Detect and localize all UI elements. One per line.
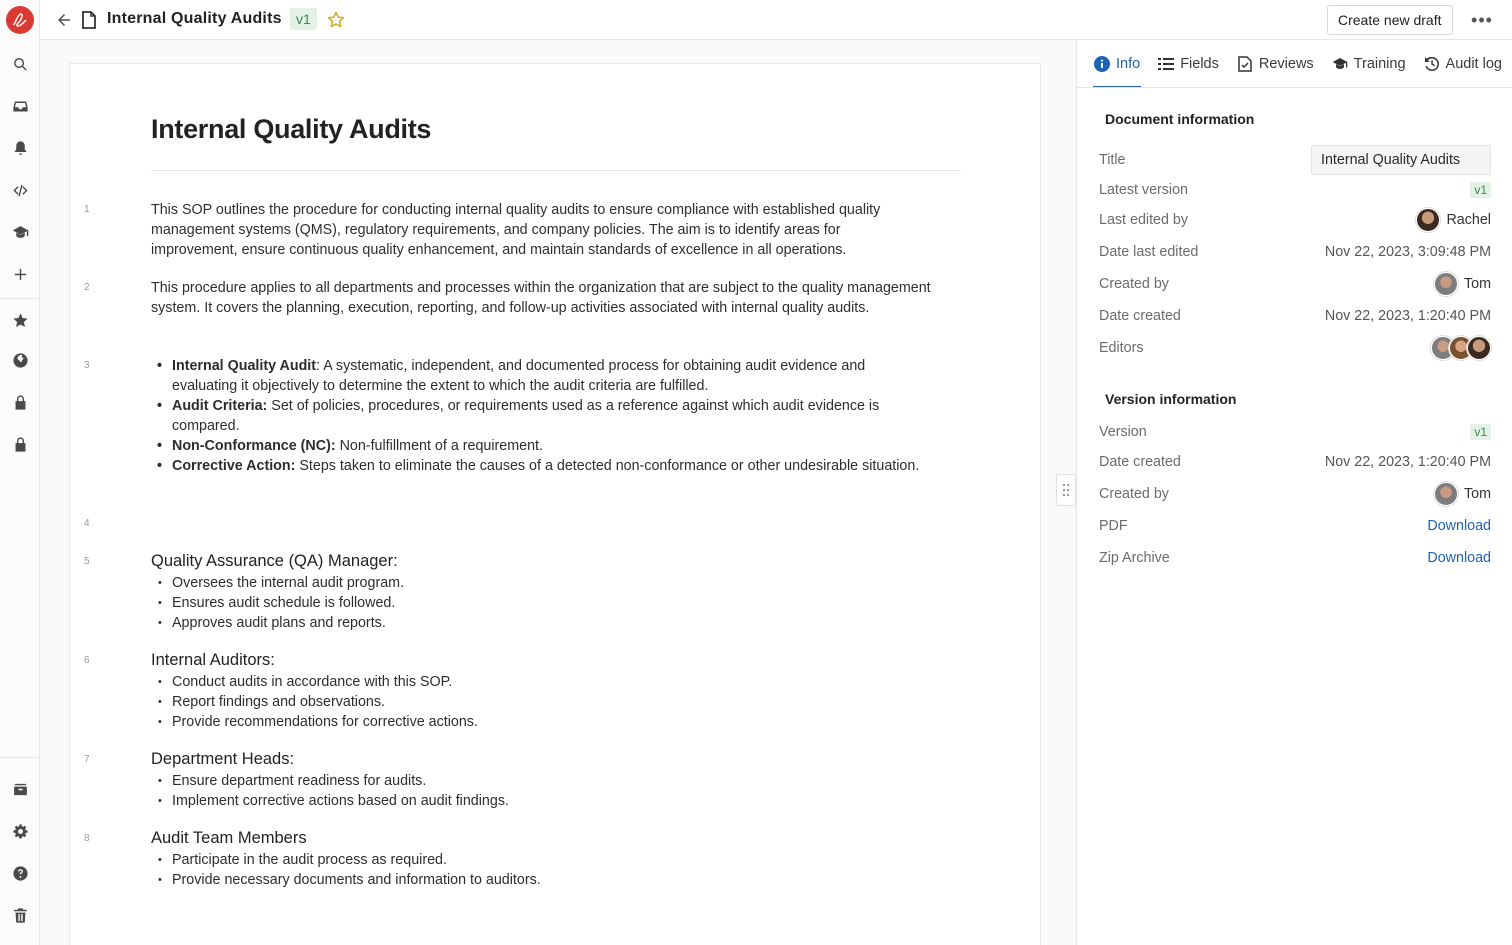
version-badge: v1 bbox=[290, 8, 317, 30]
trash-icon[interactable] bbox=[8, 903, 32, 927]
divider bbox=[151, 170, 961, 171]
user-name[interactable]: Tom bbox=[1463, 486, 1491, 502]
panel-tabs bbox=[1093, 40, 1503, 88]
details-panel bbox=[1076, 40, 1512, 945]
graduation-cap-icon bbox=[1332, 56, 1348, 72]
gear-icon[interactable] bbox=[8, 819, 32, 843]
role-heading: Internal Auditors: bbox=[151, 651, 275, 669]
lock-icon[interactable] bbox=[8, 390, 32, 414]
line-number: 4 bbox=[84, 518, 90, 529]
avatar bbox=[1467, 336, 1491, 360]
list-item[interactable]: • Corrective Action: Steps taken to eliminate the causes of a detected non-conformance or other undesirable situation. bbox=[151, 456, 931, 476]
last-edited-by-row: Last edited by Rachel bbox=[1099, 208, 1491, 232]
doc-check-icon bbox=[1237, 56, 1253, 72]
line-number: 6 bbox=[84, 655, 90, 666]
avatar bbox=[1434, 482, 1458, 506]
inbox-icon[interactable] bbox=[8, 94, 32, 118]
help-icon[interactable] bbox=[8, 861, 32, 885]
version-information-heading: Version information bbox=[1105, 391, 1237, 407]
list-item[interactable]: • Audit Criteria: Set of policies, procedures, or requirements used as a reference against which audit evidence is compared. bbox=[151, 396, 931, 436]
line-number: 3 bbox=[84, 360, 90, 371]
document-area bbox=[40, 40, 1076, 945]
list-item[interactable]: • Ensures audit schedule is followed. bbox=[151, 593, 404, 613]
document-title: Internal Quality Audits bbox=[107, 10, 282, 27]
version-badge: v1 bbox=[1470, 424, 1491, 440]
version-created-by-row: Created by Tom bbox=[1099, 482, 1491, 506]
info-icon bbox=[1094, 56, 1110, 72]
left-rail bbox=[0, 0, 40, 945]
editors-avatars[interactable] bbox=[1437, 336, 1491, 360]
document-icon bbox=[82, 10, 96, 30]
tab-info[interactable]: Info bbox=[1093, 40, 1141, 88]
code-icon[interactable] bbox=[8, 178, 32, 202]
search-icon[interactable] bbox=[8, 52, 32, 76]
list-item[interactable]: • Approves audit plans and reports. bbox=[151, 613, 404, 633]
create-new-draft-button[interactable]: Create new draft bbox=[1327, 5, 1453, 35]
list-item[interactable]: • Ensure department readiness for audits. bbox=[151, 771, 509, 791]
tab-fields[interactable]: Fields bbox=[1157, 40, 1220, 88]
divider bbox=[1077, 87, 1512, 88]
line-number: 7 bbox=[84, 754, 90, 765]
tab-audit-log[interactable]: Audit log bbox=[1423, 40, 1503, 88]
line-number: 5 bbox=[84, 556, 90, 567]
tab-training[interactable]: Training bbox=[1331, 40, 1407, 88]
user-name[interactable]: Tom bbox=[1463, 276, 1491, 292]
app-logo-icon[interactable] bbox=[6, 6, 34, 34]
archive-icon[interactable] bbox=[8, 777, 32, 801]
version-row: Version v1 bbox=[1099, 420, 1491, 444]
scope-paragraph[interactable]: This procedure applies to all departments and processes within the organization that are subject to the quality management system. It covers the planning, execution, reporting, and follow-up activities associated with internal quality audits. bbox=[151, 280, 931, 316]
role-list bbox=[151, 850, 541, 890]
favorite-star-icon[interactable] bbox=[326, 10, 346, 30]
title-field[interactable]: Internal Quality Audits bbox=[1311, 145, 1491, 175]
date-last-edited-row: Date last edited Nov 22, 2023, 3:09:48 PM bbox=[1099, 244, 1491, 260]
role-list bbox=[151, 672, 478, 732]
line-number: 8 bbox=[84, 833, 90, 844]
graduation-cap-icon[interactable] bbox=[8, 220, 32, 244]
plus-icon[interactable] bbox=[8, 262, 32, 286]
panel-resize-handle[interactable] bbox=[1056, 474, 1076, 506]
title-label: Title bbox=[1099, 152, 1126, 168]
more-options-icon[interactable]: ••• bbox=[1471, 9, 1493, 30]
lock-icon[interactable] bbox=[8, 432, 32, 456]
role-list bbox=[151, 771, 509, 811]
line-number: 1 bbox=[84, 204, 90, 215]
document-information-heading: Document information bbox=[1105, 111, 1255, 127]
star-icon[interactable] bbox=[8, 308, 32, 332]
line-number: 2 bbox=[84, 282, 90, 293]
role-list bbox=[151, 573, 404, 633]
list-item[interactable]: • Provide necessary documents and information to auditors. bbox=[151, 870, 541, 890]
bell-icon[interactable] bbox=[8, 136, 32, 160]
list-item[interactable]: • Conduct audits in accordance with this SOP. bbox=[151, 672, 478, 692]
editors-row: Editors bbox=[1099, 336, 1491, 360]
pdf-download-link[interactable]: Download bbox=[1427, 518, 1491, 534]
latest-version-row: Latest version v1 bbox=[1099, 178, 1491, 202]
list-item[interactable]: • Report findings and observations. bbox=[151, 692, 478, 712]
list-icon bbox=[1158, 56, 1174, 72]
tab-reviews[interactable]: Reviews bbox=[1236, 40, 1315, 88]
version-date-created-row: Date created Nov 22, 2023, 1:20:40 PM bbox=[1099, 454, 1491, 470]
definitions-list bbox=[151, 356, 931, 476]
zip-download-link[interactable]: Download bbox=[1427, 550, 1491, 566]
top-bar bbox=[40, 0, 1512, 40]
avatar bbox=[1416, 208, 1440, 232]
list-item[interactable]: • Implement corrective actions based on audit findings. bbox=[151, 791, 509, 811]
date-created-row: Date created Nov 22, 2023, 1:20:40 PM bbox=[1099, 308, 1491, 324]
document-heading: Internal Quality Audits bbox=[151, 114, 432, 144]
list-item[interactable]: • Internal Quality Audit: A systematic, independent, and documented process for obtaining audit evidence and evaluating it objectively to determine the extent to which the audit criteria are fulfilled. bbox=[151, 356, 931, 396]
pdf-row: PDF Download bbox=[1099, 518, 1491, 534]
role-heading: Audit Team Members bbox=[151, 829, 307, 847]
list-item[interactable]: • Oversees the internal audit program. bbox=[151, 573, 404, 593]
document-page bbox=[69, 63, 1041, 945]
role-heading: Department Heads: bbox=[151, 750, 295, 768]
list-item[interactable]: • Participate in the audit process as required. bbox=[151, 850, 541, 870]
list-item[interactable]: • Non-Conformance (NC): Non-fulfillment of a requirement. bbox=[151, 436, 931, 456]
history-icon bbox=[1424, 56, 1440, 72]
back-arrow-icon[interactable] bbox=[52, 8, 76, 32]
avatar bbox=[1434, 272, 1458, 296]
title-row bbox=[1099, 145, 1491, 175]
globe-icon[interactable] bbox=[8, 348, 32, 372]
role-heading: Quality Assurance (QA) Manager: bbox=[151, 552, 398, 570]
zip-row: Zip Archive Download bbox=[1099, 550, 1491, 566]
created-by-row: Created by Tom bbox=[1099, 272, 1491, 296]
user-name[interactable]: Rachel bbox=[1446, 212, 1491, 228]
version-badge: v1 bbox=[1470, 182, 1491, 198]
purpose-paragraph[interactable]: This SOP outlines the procedure for conducting internal quality audits to ensure compliance with established quality management systems (QMS), regulatory requirements, and company policies. The aim is to identify areas for improvement, ensure continuous quality enhancement, and maintain standards of excellence in all operations. bbox=[151, 202, 881, 258]
list-item[interactable]: • Provide recommendations for corrective actions. bbox=[151, 712, 478, 732]
